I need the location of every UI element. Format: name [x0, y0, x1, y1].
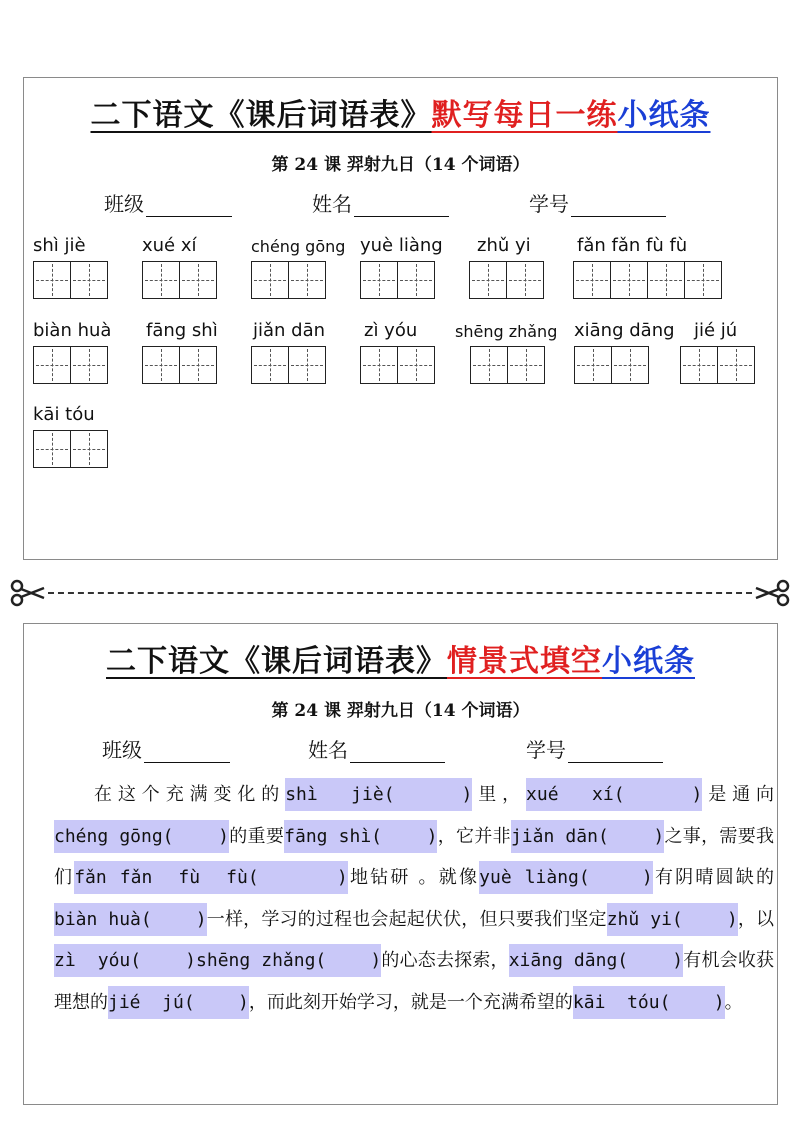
word-pinyin: fǎn fǎn fù fù: [577, 235, 688, 256]
title-part-course: 二下语文《课后词语表》: [106, 644, 447, 679]
id-blank[interactable]: [568, 742, 663, 763]
writing-grid[interactable]: [470, 346, 545, 384]
writing-grid[interactable]: [360, 261, 435, 299]
scissors-left-icon: [10, 578, 46, 608]
writing-grid[interactable]: [33, 261, 108, 299]
paragraph-text: 的重要: [228, 825, 285, 847]
writing-grid[interactable]: [680, 346, 755, 384]
class-label: 班级: [104, 192, 144, 216]
scissors-right-icon: [754, 578, 790, 608]
student-info-row: [24, 734, 777, 764]
paragraph-text: 地钻研 。就像: [347, 867, 480, 888]
fill-in-sheet: [23, 623, 778, 1105]
word-pinyin: jié jú: [694, 320, 738, 341]
class-blank[interactable]: [146, 196, 232, 217]
fill-in-blank[interactable]: fāng shì( ): [284, 820, 437, 853]
cut-dashed-line: [48, 592, 752, 594]
word-pinyin: zhǔ yi: [477, 235, 531, 256]
paragraph-text: 里，: [472, 784, 527, 805]
word-pinyin: biàn huà: [33, 320, 112, 341]
paragraph-text: 有机会收获理想的: [54, 950, 775, 1013]
name-blank[interactable]: [350, 742, 445, 763]
student-id-field[interactable]: [526, 734, 663, 763]
class-field[interactable]: [104, 188, 232, 217]
name-field[interactable]: [312, 188, 449, 217]
fill-in-blank[interactable]: jié jú( ): [108, 986, 249, 1019]
writing-grid[interactable]: [33, 346, 108, 384]
word-pinyin: jiǎn dān: [253, 320, 326, 341]
id-label: 学号: [526, 738, 566, 762]
paragraph-text: 一样，学习的过程也会起起伏伏，但只要我们坚定: [206, 908, 607, 930]
name-field[interactable]: [308, 734, 445, 763]
class-blank[interactable]: [144, 742, 230, 763]
title-part-activity: 默写每日一练: [431, 98, 618, 133]
paragraph-text: ，而此刻开始学习，就是一个充满希望的: [248, 991, 573, 1013]
sheet-title: [24, 636, 777, 680]
writing-grid[interactable]: [360, 346, 435, 384]
paragraph-text: ，它并非: [437, 825, 511, 847]
sheet-title: [24, 90, 777, 134]
writing-grid[interactable]: [33, 430, 108, 468]
id-label: 学号: [529, 192, 569, 216]
name-blank[interactable]: [354, 196, 449, 217]
writing-grid[interactable]: [574, 346, 649, 384]
fill-in-blank[interactable]: zhǔ yi( ): [607, 903, 738, 936]
title-part-activity: 情景式填空: [447, 644, 602, 679]
lesson-subtitle: 第 24 课 羿射九日（14 个词语）: [271, 155, 530, 175]
fill-in-blank[interactable]: shēng zhǎng( ): [196, 944, 381, 977]
paragraph-text: 在这个充满变化的: [94, 784, 286, 805]
lesson-subtitle: 第 24 课 羿射九日（14 个词语）: [271, 701, 530, 721]
word-pinyin: xiāng dāng: [574, 320, 675, 341]
paragraph-text: ，以: [737, 908, 775, 930]
cut-line: [10, 578, 790, 608]
fill-in-blank[interactable]: jiǎn dān( ): [511, 820, 664, 853]
writing-grid[interactable]: [573, 261, 722, 299]
fill-in-blank[interactable]: yuè liàng( ): [479, 861, 653, 894]
paragraph-text: 。: [724, 991, 743, 1013]
name-label: 姓名: [312, 192, 352, 216]
id-blank[interactable]: [571, 196, 666, 217]
word-pinyin: fāng shì: [146, 320, 218, 341]
student-id-field[interactable]: [529, 188, 666, 217]
word-pinyin: shēng zhǎng: [455, 322, 558, 341]
fill-in-blank[interactable]: chéng gōng( ): [54, 820, 229, 853]
fill-in-blank[interactable]: xiāng dāng( ): [509, 944, 683, 977]
writing-grid[interactable]: [469, 261, 544, 299]
class-field[interactable]: [102, 734, 230, 763]
title-part-note: 小纸条: [602, 644, 695, 679]
paragraph-text: 的心态去探索，: [381, 950, 509, 971]
writing-grid[interactable]: [251, 261, 326, 299]
paragraph-text: 之事，需要我们: [54, 825, 775, 888]
name-label: 姓名: [308, 738, 348, 762]
fill-in-blank[interactable]: biàn huà( ): [54, 903, 207, 936]
writing-grid[interactable]: [251, 346, 326, 384]
word-pinyin: yuè liàng: [360, 235, 443, 256]
writing-grid[interactable]: [142, 261, 217, 299]
word-pinyin: zì yóu: [364, 320, 418, 341]
class-label: 班级: [102, 738, 142, 762]
paragraph-text: 是通向: [702, 784, 775, 805]
dictation-sheet: [23, 77, 778, 560]
word-pinyin: kāi tóu: [33, 404, 95, 425]
student-info-row: [24, 188, 777, 218]
fill-in-blank[interactable]: fǎn fǎn fù fù( ): [74, 861, 348, 894]
word-pinyin: chéng gōng: [251, 237, 346, 256]
word-pinyin: shì jiè: [33, 235, 86, 256]
fill-in-blank[interactable]: kāi tóu( ): [573, 986, 725, 1019]
cloze-paragraph: [54, 774, 774, 1023]
word-pinyin: xué xí: [142, 235, 197, 256]
fill-in-blank[interactable]: zì yóu( ): [54, 944, 196, 977]
title-part-note: 小纸条: [617, 98, 711, 133]
writing-grid[interactable]: [142, 346, 217, 384]
paragraph-text: 有阴晴圆缺的: [652, 867, 775, 888]
fill-in-blank[interactable]: shì jiè( ): [285, 778, 472, 811]
title-part-course: 二下语文《课后词语表》: [90, 98, 432, 133]
fill-in-blank[interactable]: xué xí( ): [526, 778, 702, 811]
